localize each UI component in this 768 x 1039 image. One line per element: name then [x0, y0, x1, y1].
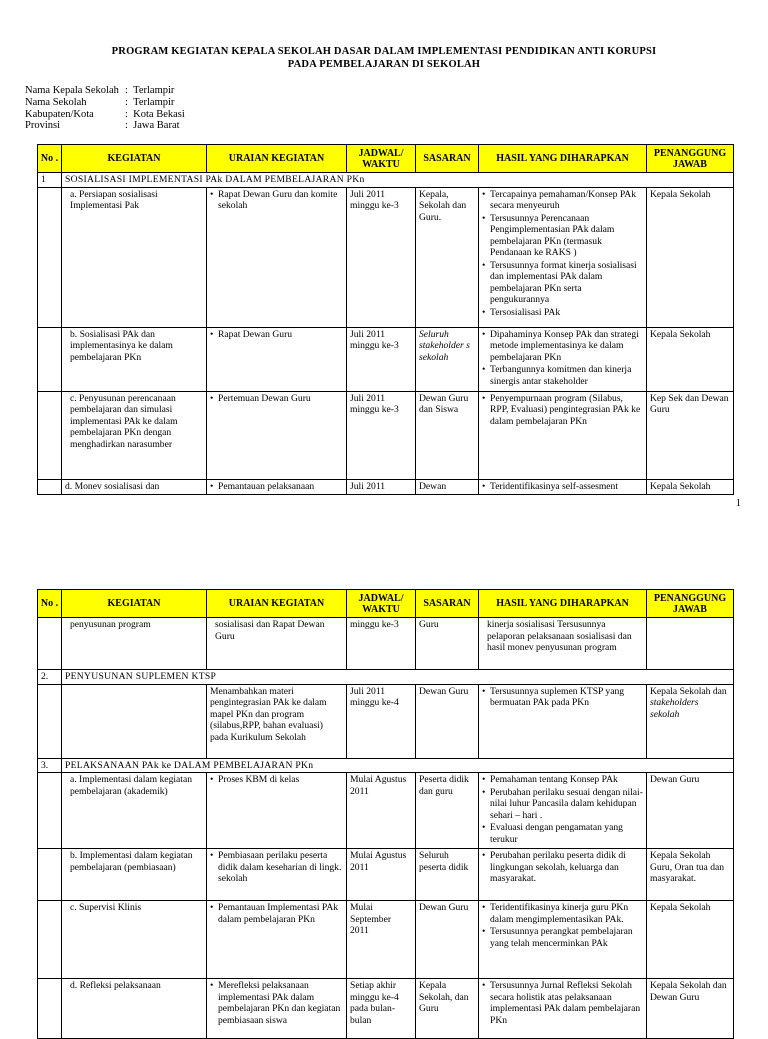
kegiatan-cell: penyusunan program	[62, 618, 207, 670]
pj-cell: Kepala Sekolah	[647, 187, 734, 327]
header-no: No .	[38, 145, 62, 173]
info-row	[25, 97, 185, 109]
table-header-row	[38, 145, 734, 173]
jadwal-cell: Juli 2011 minggu ke-3	[347, 187, 416, 327]
table-row	[38, 327, 734, 391]
jadwal-cell: Juli 2011 minggu ke-4	[347, 684, 416, 758]
pj-cell: Kepala Sekolah Guru, Oran tua dan masyarakat.	[647, 849, 734, 901]
section-label: PENYUSUNAN SUPLEMEN KTSP	[62, 670, 734, 685]
header-penanggung-jawab: PENANGGUNG JAWAB	[647, 145, 734, 173]
pj-cell: Kep Sek dan Dewan Guru	[647, 391, 734, 479]
jadwal-cell: Mulai Agustus 2011	[347, 773, 416, 849]
section-row	[38, 670, 734, 685]
info-value: Jawa Barat	[133, 120, 180, 132]
info-label: Nama Sekolah	[25, 96, 87, 108]
hasil-item: • Pemahaman tentang Konsep PAk	[482, 774, 643, 786]
uraian-item: • Pemantauan pelaksanaan	[210, 481, 343, 493]
hasil-item: • Teridentifikasinya kinerja guru PKn dalam mengimplementasikan PAk.	[482, 902, 643, 925]
header-penanggung-jawab: PENANGGUNG JAWAB	[647, 590, 734, 618]
sasaran-cell: Dewan	[416, 479, 479, 495]
hasil-item: • Tersusunnya Jurnal Refleksi Sekolah secara holistik atas pelaksanaan implementasi PAk dalam pembelajaran PKn	[482, 980, 643, 1026]
kegiatan-cell: b. Implementasi dalam kegiatan pembelajaran (pembiasaan)	[62, 849, 207, 901]
kegiatan-cell: b. Sosialisasi PAk dan implementasinya ke dalam pembelajaran PKn	[62, 327, 207, 391]
header-jadwal: JADWAL/ WAKTU	[347, 145, 416, 173]
table-row	[38, 773, 734, 849]
table-row	[38, 187, 734, 327]
uraian-item: • Pembiasaan perilaku peserta didik dalam keseharian di lingk. sekolah	[210, 850, 343, 885]
info-sep: :	[125, 108, 128, 120]
kegiatan-cell	[62, 684, 207, 758]
section-row	[38, 758, 734, 773]
hasil-cell: kinerja sosialisasi Tersusunnya pelaporan pelaksanaan sosialisasi dan hasil monev penyusunan program	[479, 618, 647, 670]
hasil-cell	[479, 327, 647, 391]
program-table-page-2	[37, 589, 734, 1039]
info-row	[25, 85, 185, 97]
table-header-row	[38, 590, 734, 618]
uraian-cell	[207, 187, 347, 327]
hasil-item: • Terbangunnya komitmen dan kinerja sinergis antar stakeholder	[482, 364, 643, 387]
kegiatan-cell: a. Implementasi dalam kegiatan pembelajaran (akademik)	[62, 773, 207, 849]
jadwal-cell: minggu ke-3	[347, 618, 416, 670]
jadwal-cell: Juli 2011	[347, 479, 416, 495]
sasaran-cell: Dewan Guru dan Siswa	[416, 391, 479, 479]
hasil-item: • Dipahaminya Konsep PAk dan strategi metode implementasinya ke dalam pembelajaran PKn	[482, 329, 643, 364]
pj-text-italic: stakeholders sekolah	[650, 697, 699, 720]
pj-cell: Kepala Sekolah dan Dewan Guru	[647, 979, 734, 1039]
uraian-cell	[207, 479, 347, 495]
uraian-item: • Rapat Dewan Guru dan komite sekolah	[210, 189, 343, 212]
page-1	[0, 0, 768, 512]
header-jadwal: JADWAL/ WAKTU	[347, 590, 416, 618]
hasil-item: • Perubahan perilaku peserta didik di lingkungan sekolah, keluarga dan masyarakat.	[482, 850, 643, 885]
info-sep: :	[125, 120, 128, 132]
table-row	[38, 479, 734, 495]
sasaran-cell: Dewan Guru	[416, 684, 479, 758]
jadwal-cell: Setiap akhir minggu ke-4 pada bulan-bulan	[347, 979, 416, 1039]
kegiatan-cell: c. Supervisi Klinis	[62, 901, 207, 979]
pj-cell: Dewan Guru	[647, 773, 734, 849]
info-label: Provinsi	[25, 120, 61, 132]
program-table-page-1	[37, 144, 734, 495]
table-row	[38, 684, 734, 758]
hasil-cell	[479, 901, 647, 979]
section-label: PELAKSANAAN PAk ke DALAM PEMBELAJARAN PKn	[62, 758, 734, 773]
info-label: Nama Kepala Sekolah	[25, 85, 119, 96]
pj-cell	[647, 684, 734, 758]
sasaran-cell: Peserta didik dan guru	[416, 773, 479, 849]
identity-block	[25, 85, 185, 132]
section-row	[38, 173, 734, 188]
pj-cell: Kepala Sekolah	[647, 479, 734, 495]
section-number: 3.	[38, 758, 62, 773]
sasaran-cell: Dewan Guru	[416, 901, 479, 979]
document-title-line-1: PROGRAM KEGIATAN KEPALA SEKOLAH DASAR DALAM IMPLEMENTASI PENDIDIKAN ANTI KORUPSI	[111, 46, 657, 57]
sasaran-cell: Seluruh peserta didik	[416, 849, 479, 901]
hasil-cell	[479, 684, 647, 758]
table-row	[38, 849, 734, 901]
kegiatan-cell: d. Refleksi pelaksanaan	[62, 979, 207, 1039]
table-row	[38, 979, 734, 1039]
hasil-item: • Tercapainya pemahaman/Konsep PAk secara menyeuruh	[482, 189, 643, 212]
section-number: 1	[38, 173, 62, 188]
section-label: SOSIALISASI IMPLEMENTASI PAk DALAM PEMBELAJARAN PKn	[62, 173, 734, 188]
hasil-cell	[479, 479, 647, 495]
jadwal-cell: Juli 2011 minggu ke-3	[347, 327, 416, 391]
hasil-item: • Tersusunnya suplemen KTSP yang bermuatan PAk pada PKn	[482, 686, 643, 709]
info-row	[25, 109, 185, 121]
hasil-cell	[479, 187, 647, 327]
header-uraian: URAIAN KEGIATAN	[207, 590, 347, 618]
uraian-cell: sosialisasi dan Rapat Dewan Guru	[207, 618, 347, 670]
hasil-cell	[479, 391, 647, 479]
header-no: No .	[38, 590, 62, 618]
header-kegiatan: KEGIATAN	[62, 145, 207, 173]
hasil-item: • Penyempurnaan program (Silabus, RPP, Evaluasi) pengintegrasian PAk ke dalam pembelajaran PKn	[482, 393, 643, 428]
uraian-cell	[207, 773, 347, 849]
header-uraian: URAIAN KEGIATAN	[207, 145, 347, 173]
sasaran-cell: Kepala Sekolah, dan Guru	[416, 979, 479, 1039]
jadwal-cell: Juli 2011 minggu ke-3	[347, 391, 416, 479]
header-sasaran: SASARAN	[416, 145, 479, 173]
uraian-item: • Proses KBM di kelas	[210, 774, 343, 786]
sasaran-cell: Seluruh stakeholder s sekolah	[416, 327, 479, 391]
header-hasil: HASIL YANG DIHARAPKAN	[479, 145, 647, 173]
info-value: Terlampir	[133, 96, 175, 108]
section-number: 2.	[38, 670, 62, 685]
info-row	[25, 120, 185, 132]
document-title-line-2: PADA PEMBELAJARAN DI SEKOLAH	[287, 59, 481, 70]
uraian-cell	[207, 327, 347, 391]
info-value: Kota Bekasi	[133, 108, 185, 120]
hasil-cell	[479, 979, 647, 1039]
pj-cell: Kepala Sekolah	[647, 327, 734, 391]
info-label: Kabupaten/Kota	[25, 108, 94, 120]
header-kegiatan: KEGIATAN	[62, 590, 207, 618]
uraian-cell: Menambahkan materi pengintegrasian PAk ke dalam mapel PKn dan program (silabus,RPP, bahan evaluasi) pada Kurikulum Sekolah	[207, 684, 347, 758]
uraian-cell	[207, 391, 347, 479]
pj-cell: Kepala Sekolah	[647, 901, 734, 979]
uraian-item: • Pemantauan Implementasi PAk dalam pembelajaran PKn	[210, 902, 343, 925]
hasil-item: • Perubahan perilaku sesuai dengan nilai-nilai luhur Pancasila dalam kehidupan sehari – hari .	[482, 787, 643, 822]
table-row	[38, 618, 734, 670]
uraian-item: • Rapat Dewan Guru	[210, 329, 343, 341]
table-row	[38, 391, 734, 479]
hasil-item: • Evaluasi dengan pengamatan yang terukur	[482, 822, 643, 845]
sasaran-cell: Kepala, Sekolah dan Guru.	[416, 187, 479, 327]
kegiatan-cell: a. Persiapan sosialisasi Implementasi Pak	[62, 187, 207, 327]
uraian-cell	[207, 849, 347, 901]
uraian-cell	[207, 979, 347, 1039]
hasil-cell	[479, 773, 647, 849]
page-number: 1	[735, 498, 741, 509]
info-value: Terlampir	[133, 85, 175, 96]
hasil-item: • Tersusunnya format kinerja sosialisasi dan implementasi PAk dalam pembelajaran PKn serta pengukurannya	[482, 260, 643, 306]
uraian-cell	[207, 901, 347, 979]
kegiatan-cell: c. Penyusunan perencanaan pembelajaran dan simulasi implementasi PAk ke dalam pembelajaran PKn dengan menghadirkan narasumber	[62, 391, 207, 479]
jadwal-cell: Mulai Agustus 2011	[347, 849, 416, 901]
jadwal-cell: Mulai September 2011	[347, 901, 416, 979]
hasil-item: • Tersusunnya perangkat pembelajaran yang telah mencerminkan PAk	[482, 926, 643, 949]
page-2	[0, 512, 768, 1024]
uraian-item: • Merefleksi pelaksanaan implementasi PAk dalam pembelajaran PKn dan kegiatan pembiasaan siswa	[210, 980, 343, 1026]
hasil-item: • Tersosialisasi PAk	[482, 307, 643, 319]
info-sep: :	[125, 96, 128, 108]
hasil-item: • Tersusunnya Perencanaan Pengimplementasian PAk dalam pembelajaran PKn (termasuk Pendanaan ke RAKS )	[482, 213, 643, 259]
pj-cell	[647, 618, 734, 670]
table-row	[38, 901, 734, 979]
hasil-item: • Teridentifikasinya self-assesment	[482, 481, 643, 493]
header-sasaran: SASARAN	[416, 590, 479, 618]
uraian-item: • Pertemuan Dewan Guru	[210, 393, 343, 405]
sasaran-cell: Guru	[416, 618, 479, 670]
header-hasil: HASIL YANG DIHARAPKAN	[479, 590, 647, 618]
info-sep: :	[125, 85, 128, 96]
hasil-cell	[479, 849, 647, 901]
kegiatan-cell: d. Monev sosialisasi dan	[62, 479, 207, 495]
pj-text: Kepala Sekolah dan	[650, 685, 727, 697]
